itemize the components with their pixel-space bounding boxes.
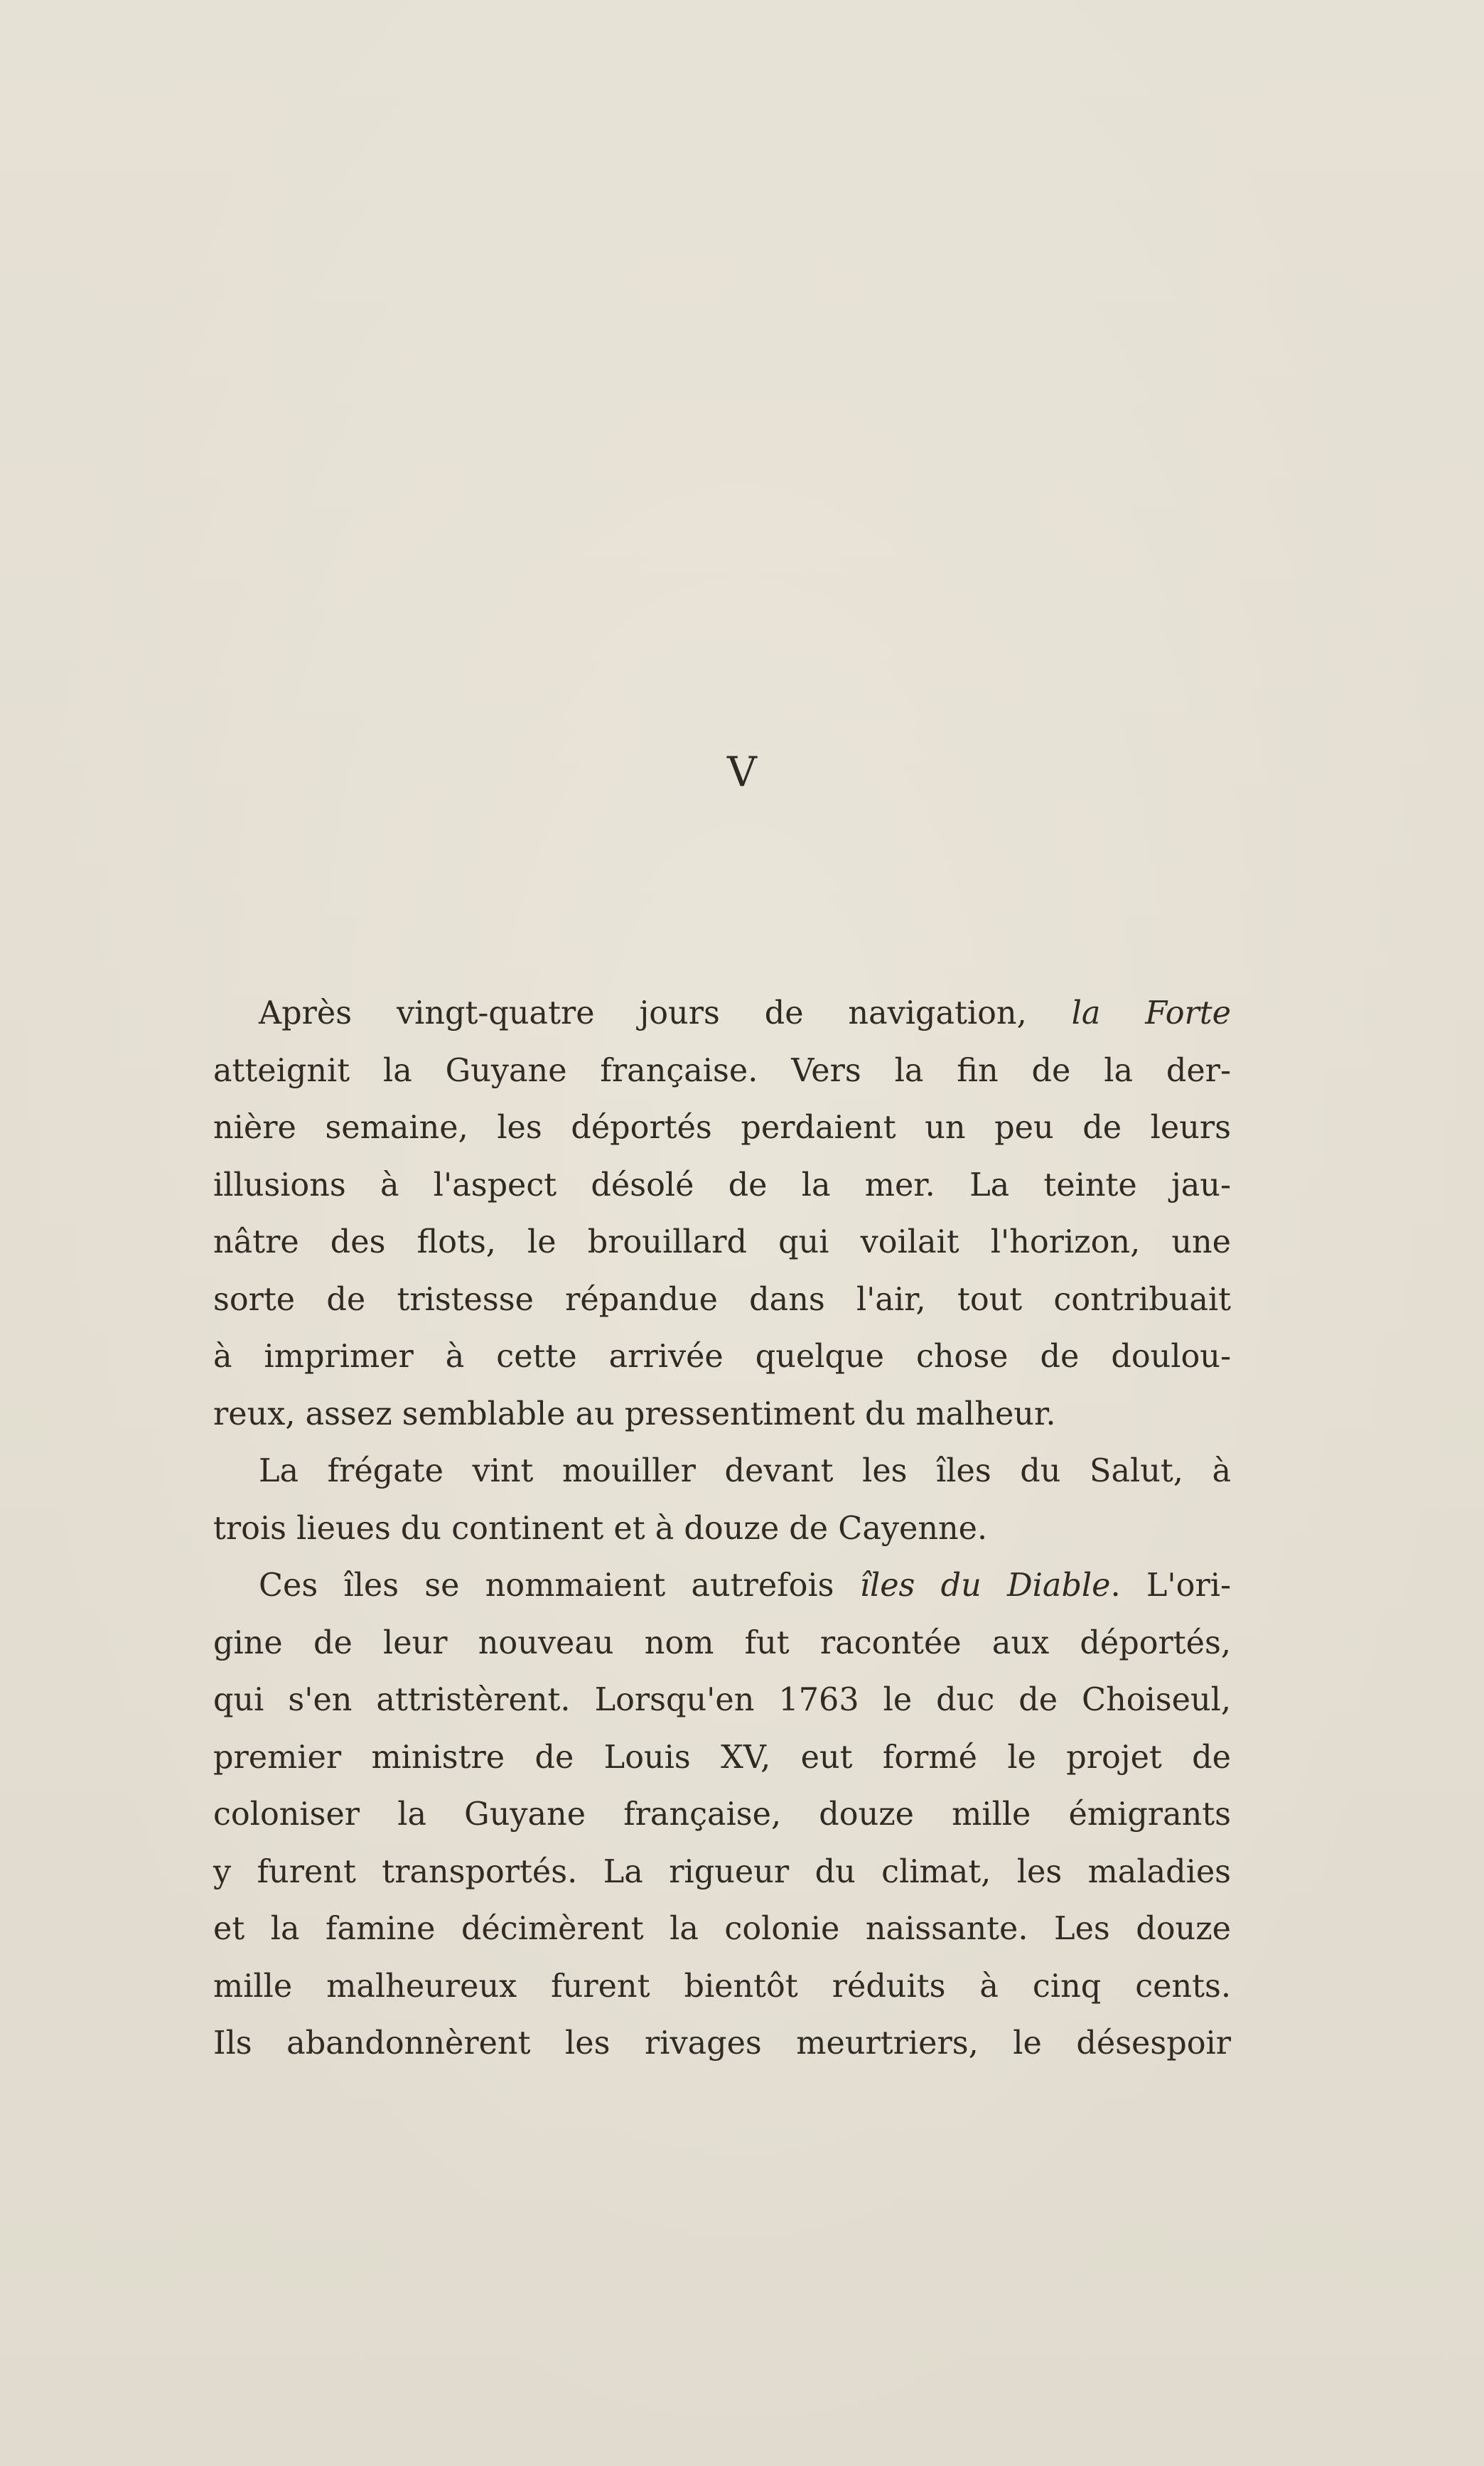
- paragraph: [213, 1558, 1231, 2073]
- text-line: sorte de tristesse répandue dans l'air, tout contribuait: [213, 1281, 1231, 1318]
- text-line: Après vingt-quatre jours de navigation, la Forte: [259, 995, 1231, 1031]
- chapter-heading: V: [727, 748, 757, 796]
- text-line: coloniser la Guyane française, douze mille émigrants: [213, 1796, 1231, 1833]
- text-line: Ils abandonnèrent les rivages meurtriers, le désespoir: [213, 2025, 1231, 2062]
- text-line: nière semaine, les déportés perdaient un peu de leurs: [213, 1110, 1231, 1146]
- text-line: et la famine décimèrent la colonie naissante. Les douze: [213, 1911, 1231, 1947]
- text-line: premier ministre de Louis XV, eut formé le projet de: [213, 1739, 1231, 1776]
- text-line: y furent transportés. La rigueur du climat, les maladies: [213, 1853, 1231, 1890]
- text-line: atteignit la Guyane française. Vers la fin de la der-: [213, 1052, 1231, 1089]
- text-line: Ces îles se nommaient autrefois îles du Diable. L'ori-: [259, 1567, 1232, 1604]
- text-line: illusions à l'aspect désolé de la mer. La teinte jau-: [213, 1167, 1231, 1203]
- italic-place-name: îles du Diable: [859, 1567, 1111, 1604]
- text-line: mille malheureux furent bientôt réduits à cinq cents.: [213, 1968, 1231, 2005]
- text-line: nâtre des flots, le brouillard qui voilait l'horizon, une: [213, 1224, 1231, 1260]
- paragraph: [213, 985, 1231, 1443]
- body-text: [213, 985, 1231, 2073]
- paragraph: [213, 1443, 1231, 1558]
- ship-name: la Forte: [1071, 995, 1231, 1031]
- text-line: à imprimer à cette arrivée quelque chose de doulou-: [213, 1339, 1231, 1375]
- text-line: trois lieues du continent et à douze de Cayenne.: [213, 1510, 988, 1547]
- text-line: La frégate vint mouiller devant les îles du Salut, à: [259, 1453, 1231, 1489]
- text-line: reux, assez semblable au pressentiment du malheur.: [213, 1395, 1056, 1432]
- text-line: gine de leur nouveau nom fut racontée aux déportés,: [213, 1624, 1231, 1661]
- text-line: qui s'en attristèrent. Lorsqu'en 1763 le duc de Choiseul,: [213, 1682, 1231, 1718]
